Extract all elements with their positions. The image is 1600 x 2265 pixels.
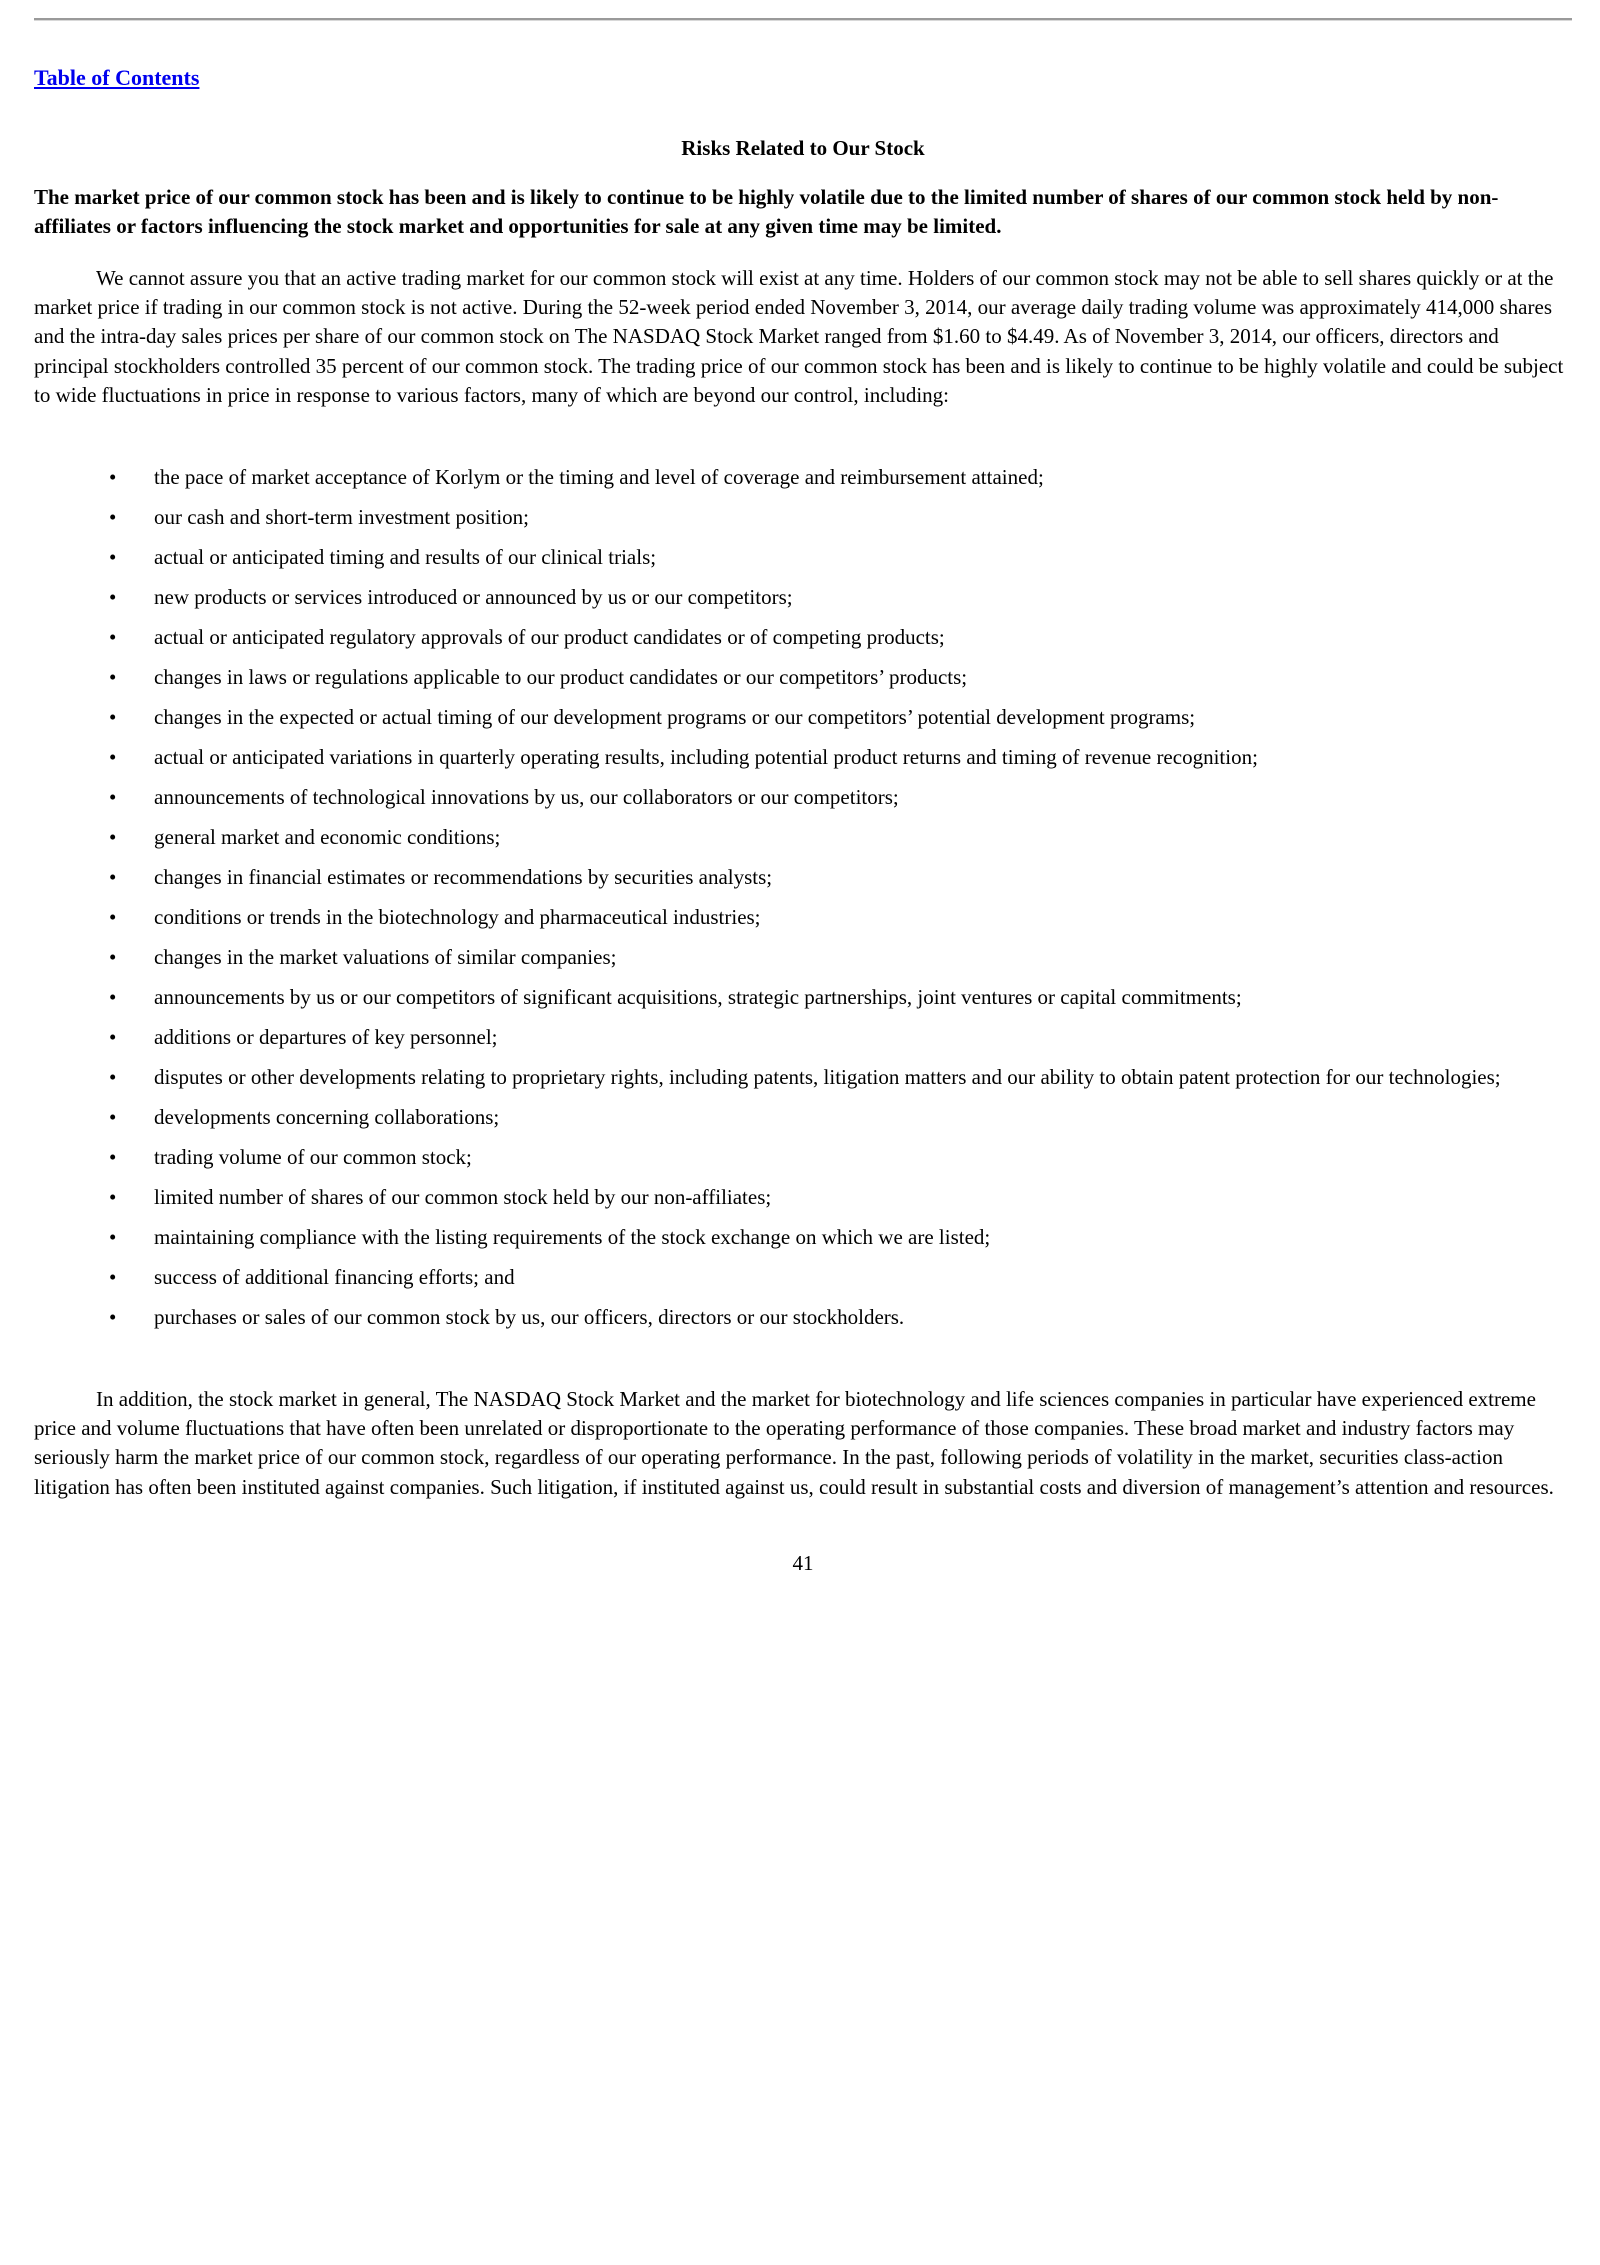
risk-factor-heading: The market price of our common stock has been and is likely to continue to be highly volatile due to the limited number of shares of our common stock held by non-affiliates or factors influencing the stock market and opportunities for sale at any given time may be limited. (34, 185, 1499, 238)
bullet-icon: • (109, 1265, 117, 1289)
list-item-text: success of additional financing efforts; and (154, 1265, 515, 1289)
bullet-icon: • (109, 865, 117, 889)
list-item (34, 863, 1572, 892)
bullet-icon: • (109, 625, 117, 649)
list-item (34, 1303, 1572, 1332)
list-item-text: changes in laws or regulations applicable to our product candidates or our competitors’ products; (154, 665, 968, 689)
list-item (34, 1143, 1572, 1172)
bullet-icon: • (109, 905, 117, 929)
list-item-text: the pace of market acceptance of Korlym or the timing and level of coverage and reimbursement attained; (154, 465, 1044, 489)
list-item (34, 543, 1572, 572)
bullet-icon: • (109, 1065, 117, 1089)
page-number: 41 (792, 1551, 814, 1575)
list-item (34, 1223, 1572, 1252)
list-item-text: disputes or other developments relating to proprietary rights, including patents, litigation matters and our ability to obtain patent protection for our technologies; (154, 1065, 1501, 1089)
bullet-icon: • (109, 665, 117, 689)
bullet-icon: • (109, 1305, 117, 1329)
list-item-text: limited number of shares of our common stock held by our non-affiliates; (154, 1185, 772, 1209)
list-item (34, 463, 1572, 492)
list-item-text: general market and economic conditions; (154, 825, 501, 849)
bullet-icon: • (109, 1105, 117, 1129)
bullet-icon: • (109, 1225, 117, 1249)
bullet-icon: • (109, 505, 117, 529)
bullet-icon: • (109, 945, 117, 969)
list-item-text: maintaining compliance with the listing requirements of the stock exchange on which we are listed; (154, 1225, 991, 1249)
bullet-icon: • (109, 785, 117, 809)
list-item-text: additions or departures of key personnel; (154, 1025, 498, 1049)
list-item (34, 503, 1572, 532)
bullet-icon: • (109, 985, 117, 1009)
list-item (34, 583, 1572, 612)
list-item-text: changes in financial estimates or recommendations by securities analysts; (154, 865, 773, 889)
bullet-icon: • (109, 465, 117, 489)
bullet-icon: • (109, 545, 117, 569)
bullet-icon: • (109, 825, 117, 849)
section-title: Risks Related to Our Stock (681, 136, 925, 160)
paragraph-intro: We cannot assure you that an active trading market for our common stock will exist at any time. Holders of our common stock may not be able to sell shares quickly or at the market price if trading in our common stock is not active. During the 52-week period ended November 3, 2014, our average daily trading volume was approximately 414,000 shares and the intra-day sales prices per share of our common stock on The NASDAQ Stock Market ranged from $1.60 to $4.49. As of November 3, 2014, our officers, directors and principal stockholders controlled 35 percent of our common stock. The trading price of our common stock has been and is likely to continue to be highly volatile and could be subject to wide fluctuations in price in response to various factors, many of which are beyond our control, including: (34, 266, 1564, 407)
bullet-icon: • (109, 1185, 117, 1209)
table-of-contents-link[interactable]: Table of Contents (34, 65, 200, 90)
list-item (34, 983, 1572, 1012)
list-item (34, 663, 1572, 692)
list-item (34, 1263, 1572, 1292)
list-item-text: changes in the expected or actual timing of our development programs or our competitors’ potential development programs; (154, 705, 1196, 729)
bullet-icon: • (109, 705, 117, 729)
list-item (34, 1103, 1572, 1132)
list-item (34, 903, 1572, 932)
list-item-text: new products or services introduced or announced by us or our competitors; (154, 585, 793, 609)
list-item (34, 1183, 1572, 1212)
list-item-text: announcements by us or our competitors of significant acquisitions, strategic partnerships, joint ventures or capital commitments; (154, 985, 1242, 1009)
list-item (34, 743, 1572, 772)
list-item (34, 823, 1572, 852)
top-divider (34, 18, 1572, 21)
list-item (34, 783, 1572, 812)
list-item-text: announcements of technological innovations by us, our collaborators or our competitors; (154, 785, 899, 809)
list-item-text: actual or anticipated variations in quarterly operating results, including potential product returns and timing of revenue recognition; (154, 745, 1258, 769)
list-item-text: our cash and short-term investment position; (154, 505, 530, 529)
list-item-text: purchases or sales of our common stock by us, our officers, directors or our stockholders. (154, 1305, 905, 1329)
bullet-icon: • (109, 1025, 117, 1049)
list-item-text: actual or anticipated regulatory approvals of our product candidates or of competing products; (154, 625, 945, 649)
list-item-text: actual or anticipated timing and results of our clinical trials; (154, 545, 657, 569)
list-item-text: trading volume of our common stock; (154, 1145, 472, 1169)
list-item (34, 943, 1572, 972)
list-item-text: changes in the market valuations of similar companies; (154, 945, 617, 969)
list-item-text: developments concerning collaborations; (154, 1105, 500, 1129)
list-item (34, 623, 1572, 652)
risk-factor-list (34, 463, 1572, 1343)
paragraph-conclusion: In addition, the stock market in general, The NASDAQ Stock Market and the market for biotechnology and life sciences companies in particular have experienced extreme price and volume fluctuations that have often been unrelated or disproportionate to the operating performance of those companies. These broad market and industry factors may seriously harm the market price of our common stock, regardless of our operating performance. In the past, following periods of volatility in the market, securities class-action litigation has often been instituted against companies. Such litigation, if instituted against us, could result in substantial costs and diversion of management’s attention and resources. (34, 1387, 1554, 1499)
bullet-icon: • (109, 745, 117, 769)
list-item (34, 1063, 1572, 1092)
bullet-icon: • (109, 1145, 117, 1169)
list-item-text: conditions or trends in the biotechnology and pharmaceutical industries; (154, 905, 761, 929)
list-item (34, 1023, 1572, 1052)
list-item (34, 703, 1572, 732)
bullet-icon: • (109, 585, 117, 609)
